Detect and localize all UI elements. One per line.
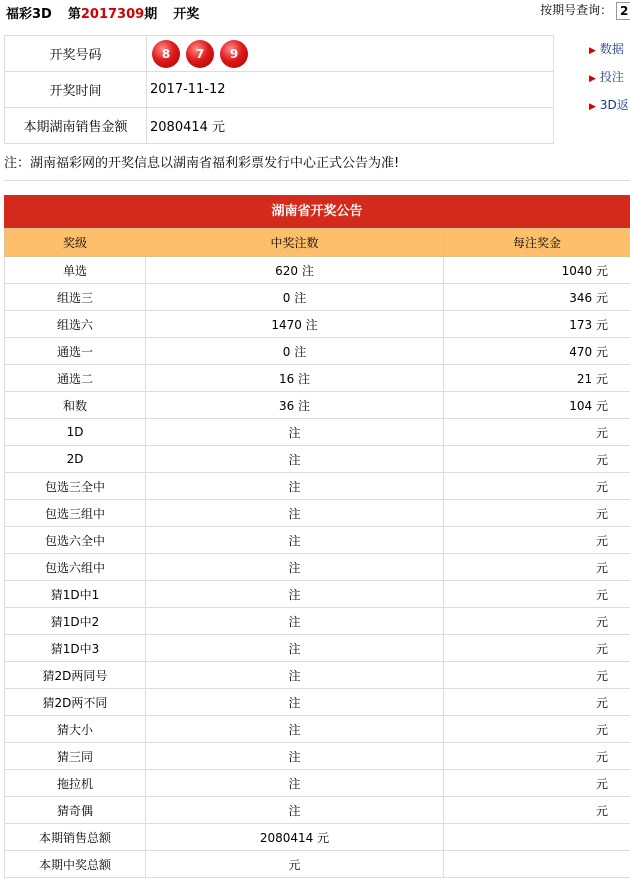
side-link-label: 3D返 bbox=[600, 98, 629, 112]
winner-count-cell: 注 bbox=[146, 500, 444, 527]
lottery-name: 福彩3D bbox=[6, 7, 52, 22]
prize-amount-cell: 元 bbox=[444, 689, 630, 716]
winner-count-cell: 注 bbox=[146, 581, 444, 608]
table-row bbox=[5, 257, 630, 284]
issue-query bbox=[540, 1, 630, 20]
prize-level-cell: 包选六全中 bbox=[5, 527, 146, 554]
table-row bbox=[5, 581, 630, 608]
prize-level-cell: 包选六组中 bbox=[5, 554, 146, 581]
prize-level-cell: 包选三组中 bbox=[5, 500, 146, 527]
draw-time-value: 2017-11-12 bbox=[147, 72, 554, 108]
number-ball: 9 bbox=[220, 40, 248, 68]
winner-count-cell: 620 注 bbox=[146, 257, 444, 284]
table-row bbox=[5, 473, 630, 500]
winner-count-cell: 注 bbox=[146, 770, 444, 797]
prize-amount-cell: 元 bbox=[444, 662, 630, 689]
empty-cell bbox=[444, 824, 630, 851]
prize-amount-cell: 元 bbox=[444, 608, 630, 635]
table-row bbox=[5, 338, 630, 365]
table-row bbox=[5, 500, 630, 527]
table-row bbox=[5, 797, 630, 824]
total-sales-row bbox=[5, 824, 630, 851]
draw-info-table bbox=[4, 35, 554, 144]
winner-count-cell: 注 bbox=[146, 608, 444, 635]
winner-count-cell: 注 bbox=[146, 527, 444, 554]
side-link-data[interactable] bbox=[589, 40, 630, 68]
draw-label: 开奖 bbox=[173, 7, 199, 22]
prize-level-cell: 组选六 bbox=[5, 311, 146, 338]
total-prize-value: 元 bbox=[146, 851, 444, 878]
divider bbox=[4, 180, 630, 181]
number-ball: 7 bbox=[186, 40, 214, 68]
prize-level-cell: 单选 bbox=[5, 257, 146, 284]
total-sales-value: 2080414 元 bbox=[146, 824, 444, 851]
prize-table bbox=[4, 228, 630, 878]
draw-time-label: 开奖时间 bbox=[5, 72, 147, 108]
winner-count-cell: 注 bbox=[146, 419, 444, 446]
draw-number-balls bbox=[147, 36, 554, 72]
prize-level-cell: 猜1D中2 bbox=[5, 608, 146, 635]
table-row bbox=[5, 419, 630, 446]
sales-label: 本期湖南销售金额 bbox=[5, 108, 147, 144]
prize-level-cell: 通选二 bbox=[5, 365, 146, 392]
table-row bbox=[5, 743, 630, 770]
prize-amount-cell: 元 bbox=[444, 635, 630, 662]
sales-row bbox=[5, 108, 554, 144]
empty-cell bbox=[444, 851, 630, 878]
total-sales-label: 本期销售总额 bbox=[5, 824, 146, 851]
prize-amount-cell: 元 bbox=[444, 473, 630, 500]
table-row bbox=[5, 392, 630, 419]
side-link-bet[interactable] bbox=[589, 68, 630, 96]
prize-amount-cell: 173 元 bbox=[444, 311, 630, 338]
prize-amount-cell: 元 bbox=[444, 419, 630, 446]
prize-level-cell: 2D bbox=[5, 446, 146, 473]
winner-count-cell: 16 注 bbox=[146, 365, 444, 392]
draw-heading bbox=[6, 3, 199, 22]
winner-count-cell: 1470 注 bbox=[146, 311, 444, 338]
sales-value: 2080414 元 bbox=[147, 108, 554, 144]
prize-amount-cell: 元 bbox=[444, 797, 630, 824]
prize-level-cell: 猜三同 bbox=[5, 743, 146, 770]
table-row bbox=[5, 284, 630, 311]
winner-count-cell: 注 bbox=[146, 473, 444, 500]
table-row bbox=[5, 689, 630, 716]
issue-number: 2017309 bbox=[81, 7, 144, 22]
prize-amount-cell: 元 bbox=[444, 446, 630, 473]
prize-amount-cell: 470 元 bbox=[444, 338, 630, 365]
prize-level-cell: 猜2D两不同 bbox=[5, 689, 146, 716]
table-row bbox=[5, 527, 630, 554]
table-row bbox=[5, 662, 630, 689]
winner-count-cell: 注 bbox=[146, 797, 444, 824]
prize-amount-cell: 346 元 bbox=[444, 284, 630, 311]
issue-query-input[interactable]: 2 bbox=[616, 2, 630, 20]
winner-count-cell: 36 注 bbox=[146, 392, 444, 419]
winner-count-cell: 注 bbox=[146, 743, 444, 770]
winner-count-cell: 注 bbox=[146, 716, 444, 743]
prize-level-cell: 通选一 bbox=[5, 338, 146, 365]
winner-count-cell: 注 bbox=[146, 689, 444, 716]
prize-table-header bbox=[5, 229, 630, 257]
winner-count-cell: 注 bbox=[146, 554, 444, 581]
winner-count-cell: 注 bbox=[146, 635, 444, 662]
table-row bbox=[5, 770, 630, 797]
prize-level-cell: 1D bbox=[5, 419, 146, 446]
prize-amount-cell: 元 bbox=[444, 581, 630, 608]
column-header-count: 中奖注数 bbox=[146, 229, 444, 257]
prize-level-cell: 猜奇偶 bbox=[5, 797, 146, 824]
winner-count-cell: 注 bbox=[146, 446, 444, 473]
draw-number-label: 开奖号码 bbox=[5, 36, 147, 72]
prize-amount-cell: 元 bbox=[444, 770, 630, 797]
announcement-title: 湖南省开奖公告 bbox=[4, 195, 630, 228]
prize-level-cell: 猜1D中1 bbox=[5, 581, 146, 608]
prize-amount-cell: 元 bbox=[444, 716, 630, 743]
side-links bbox=[589, 40, 630, 124]
column-header-prize: 每注奖金 bbox=[444, 229, 630, 257]
prize-level-cell: 和数 bbox=[5, 392, 146, 419]
side-link-3d[interactable] bbox=[589, 96, 630, 124]
prize-amount-cell: 1040 元 bbox=[444, 257, 630, 284]
side-link-label: 数据 bbox=[600, 42, 624, 56]
prize-amount-cell: 元 bbox=[444, 527, 630, 554]
prize-level-cell: 拖拉机 bbox=[5, 770, 146, 797]
table-row bbox=[5, 635, 630, 662]
table-row bbox=[5, 311, 630, 338]
issue-prefix: 第 bbox=[68, 7, 81, 22]
query-label: 按期号查询： bbox=[540, 3, 612, 17]
disclaimer-note: 注：湖南福彩网的开奖信息以湖南省福利彩票发行中心正式公告为准! bbox=[4, 152, 399, 171]
prize-level-cell: 猜2D两同号 bbox=[5, 662, 146, 689]
prize-amount-cell: 元 bbox=[444, 554, 630, 581]
prize-amount-cell: 元 bbox=[444, 743, 630, 770]
prize-amount-cell: 元 bbox=[444, 500, 630, 527]
prize-table-body bbox=[5, 257, 630, 824]
prize-level-cell: 组选三 bbox=[5, 284, 146, 311]
total-prize-label: 本期中奖总额 bbox=[5, 851, 146, 878]
table-row bbox=[5, 365, 630, 392]
draw-number-row bbox=[5, 36, 554, 72]
arrow-right-icon: ▶ bbox=[589, 46, 596, 56]
winner-count-cell: 0 注 bbox=[146, 284, 444, 311]
winner-count-cell: 0 注 bbox=[146, 338, 444, 365]
prize-amount-cell: 21 元 bbox=[444, 365, 630, 392]
side-link-label: 投注 bbox=[600, 70, 624, 84]
arrow-right-icon: ▶ bbox=[589, 102, 596, 112]
table-row bbox=[5, 716, 630, 743]
prize-level-cell: 包选三全中 bbox=[5, 473, 146, 500]
prize-level-cell: 猜1D中3 bbox=[5, 635, 146, 662]
prize-level-cell: 猜大小 bbox=[5, 716, 146, 743]
column-header-level: 奖级 bbox=[5, 229, 146, 257]
issue-suffix: 期 bbox=[144, 7, 157, 22]
table-row bbox=[5, 608, 630, 635]
page-header bbox=[0, 0, 630, 22]
prize-amount-cell: 104 元 bbox=[444, 392, 630, 419]
number-ball: 8 bbox=[152, 40, 180, 68]
winner-count-cell: 注 bbox=[146, 662, 444, 689]
table-row bbox=[5, 446, 630, 473]
table-row bbox=[5, 554, 630, 581]
draw-time-row bbox=[5, 72, 554, 108]
total-prize-row bbox=[5, 851, 630, 878]
arrow-right-icon: ▶ bbox=[589, 74, 596, 84]
